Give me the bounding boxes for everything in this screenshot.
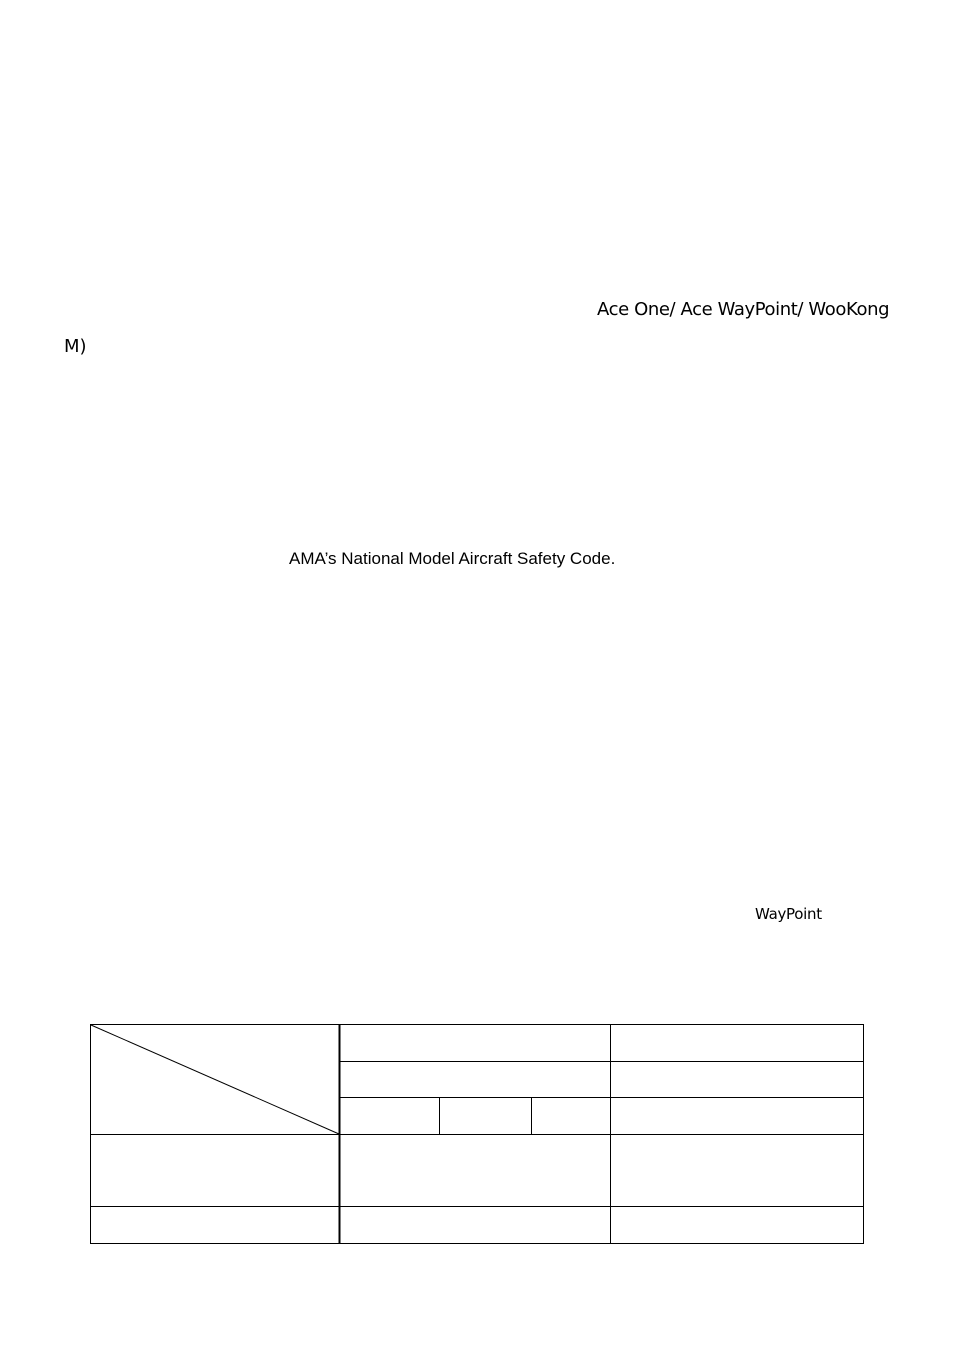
product-list-continuation-text: M) xyxy=(64,336,87,357)
safety-code-text: AMA’s National Model Aircraft Safety Code. xyxy=(289,549,616,568)
waypoint-label: WayPoint xyxy=(755,905,822,923)
product-list-text: Ace One/ Ace WayPoint/ WooKong xyxy=(597,299,890,320)
table-diagonal-header-line xyxy=(91,1025,339,1134)
